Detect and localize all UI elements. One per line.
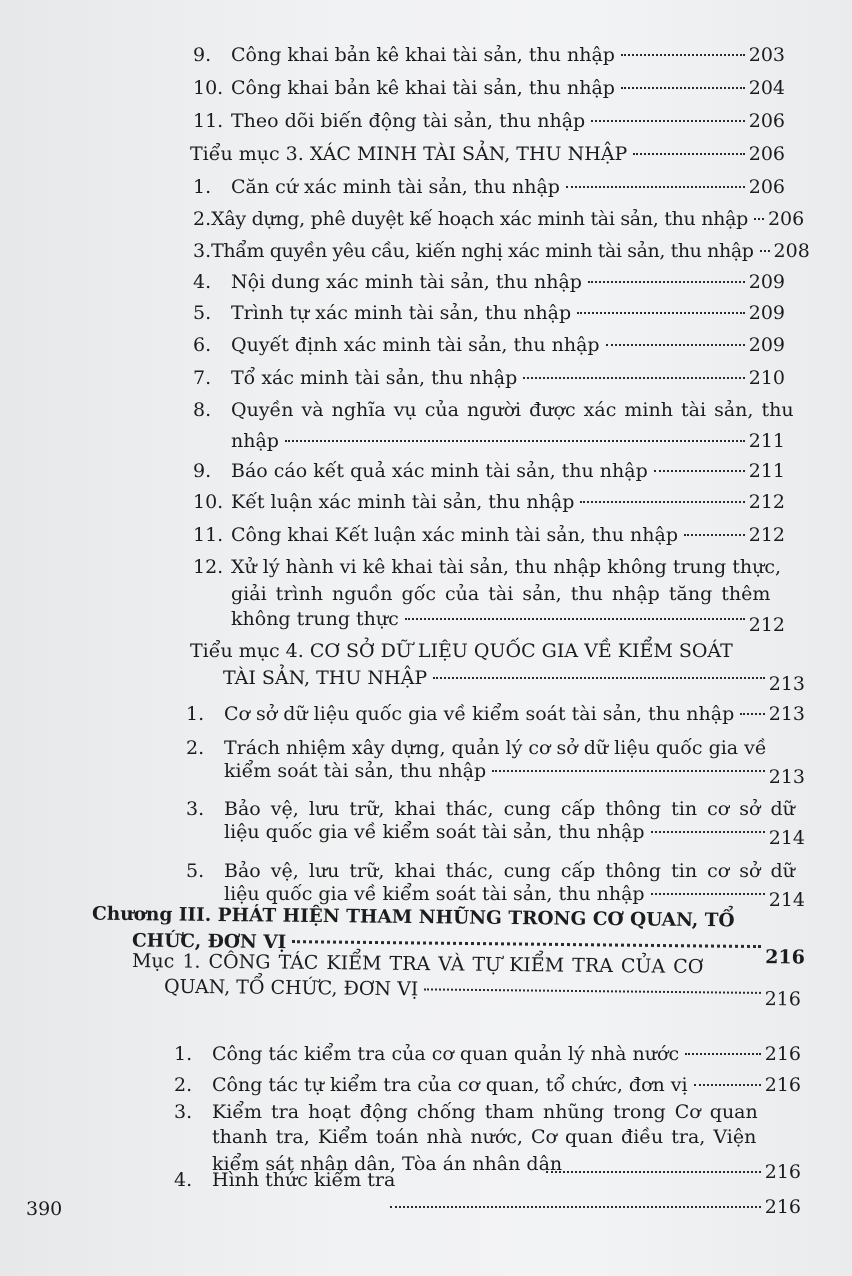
entry-title: Thẩm quyền yêu cầu, kiến nghị xác minh tài sản, thu nhập (211, 240, 754, 262)
entry-page: 216 (764, 1043, 801, 1065)
entry-number: 4. (174, 1169, 193, 1191)
entry-number: 2. (186, 737, 205, 759)
dot-leader (606, 344, 745, 346)
dot-leader (580, 501, 744, 503)
toc-entry (193, 457, 785, 485)
entry-page: 216 (764, 1161, 801, 1183)
entry-page: 208 (773, 240, 810, 262)
entry-title-continued: liệu quốc gia về kiểm soát tài sản, thu nhập (224, 821, 645, 843)
entry-page: 204 (748, 77, 785, 99)
entry-number: 10. (193, 77, 224, 99)
dot-leader (433, 677, 765, 679)
toc-entry (193, 331, 785, 359)
entry-number: 11. (193, 524, 224, 546)
entry-title-continued: QUAN, TỔ CHỨC, ĐƠN VỊ (163, 975, 419, 1001)
entry-title: Báo cáo kết quả xác minh tài sản, thu nhập (231, 460, 648, 482)
entry-title-continued: liệu quốc gia về kiểm soát tài sản, thu nhập (224, 883, 645, 905)
dot-leader (754, 218, 764, 220)
entry-title: Xử lý hành vi kê khai tài sản, thu nhập không trung thực, (231, 556, 782, 578)
dot-leader (390, 1206, 761, 1208)
dot-leader (523, 377, 744, 379)
toc-entry-line (212, 1123, 756, 1151)
entry-page: 206 (748, 110, 785, 132)
toc-entry (174, 1071, 801, 1099)
entry-page: 214 (768, 889, 805, 911)
entry-title: Công tác tự kiểm tra của cơ quan, tổ chức, đơn vị (212, 1074, 688, 1096)
entry-title: Theo dõi biến động tài sản, thu nhập (231, 110, 586, 132)
entry-title: Bảo vệ, lưu trữ, khai thác, cung cấp thông tin cơ sở dữ (224, 798, 795, 820)
entry-title: Mục 1. CÔNG TÁC KIỂM TRA VÀ TỰ KIỂM TRA CỦA CƠ (131, 950, 704, 978)
dot-leader (694, 1084, 761, 1086)
toc-entry-line (193, 553, 781, 581)
entry-title: Chương III. PHÁT HIỆN THAM NHŨNG TRONG CƠ QUAN, TỔ (91, 903, 735, 932)
entry-number: 5. (186, 860, 205, 882)
toc-entry-page-line (540, 1158, 801, 1186)
entry-title: Trách nhiệm xây dựng, quản lý cơ sở dữ liệu quốc gia về (224, 737, 767, 759)
entry-number: 1. (174, 1043, 193, 1065)
dot-leader (577, 312, 745, 314)
page-number: 390 (26, 1198, 63, 1220)
dot-leader (492, 770, 765, 772)
entry-title-continued: thanh tra, Kiểm toán nhà nước, Cơ quan điều tra, Viện (212, 1126, 757, 1148)
dot-leader (292, 940, 761, 948)
entry-page: 206 (748, 176, 785, 198)
toc-entry (193, 237, 810, 265)
dot-leader (591, 120, 745, 122)
toc-section-heading (163, 973, 802, 1011)
dot-leader (651, 893, 765, 895)
entry-title: Xây dựng, phê duyệt kế hoạch xác minh tài sản, thu nhập (211, 208, 748, 230)
entry-number: 6. (193, 334, 212, 356)
dot-leader (685, 1053, 761, 1055)
entry-page: 211 (748, 430, 785, 452)
entry-number: 5. (193, 302, 212, 324)
entry-number: 10. (193, 491, 224, 513)
entry-page: 216 (764, 987, 802, 1011)
dot-leader (633, 153, 744, 155)
entry-number: 11. (193, 110, 224, 132)
dot-leader (546, 1171, 761, 1173)
entry-title: Nội dung xác minh tài sản, thu nhập (231, 271, 582, 293)
toc-entry (224, 757, 805, 788)
toc-entry (193, 205, 805, 233)
toc-entry (193, 488, 785, 516)
entry-page: 206 (767, 208, 805, 230)
dot-leader (405, 618, 745, 620)
entry-title: Quyết định xác minh tài sản, thu nhập (231, 334, 600, 356)
toc-subsection-heading (223, 664, 805, 695)
entry-page: 216 (764, 1074, 801, 1096)
entry-page: 209 (748, 334, 785, 356)
toc-entry (224, 818, 805, 849)
entry-title-continued: TÀI SẢN, THU NHẬP (223, 667, 428, 689)
toc-entry-line (174, 1166, 395, 1194)
entry-number: 2. (193, 208, 212, 230)
entry-title: Kết luận xác minh tài sản, thu nhập (231, 491, 575, 513)
toc-entry-page-line (384, 1193, 801, 1221)
entry-page: 216 (765, 946, 805, 969)
toc-entry-line (174, 1098, 758, 1126)
entry-title: Bảo vệ, lưu trữ, khai thác, cung cấp thông tin cơ sở dữ (224, 860, 795, 882)
entry-page: 209 (748, 302, 785, 324)
entry-number: 4. (193, 271, 212, 293)
entry-title: Công khai bản kê khai tài sản, thu nhập (231, 44, 615, 66)
toc-subsection-heading-line (190, 637, 733, 665)
entry-title-continued: giải trình nguồn gốc của tài sản, thu nhập tăng thêm (231, 583, 771, 605)
entry-title-continued: CHỨC, ĐƠN VỊ (131, 930, 287, 954)
entry-page: 209 (748, 271, 785, 293)
entry-page: 212 (748, 614, 785, 636)
toc-entry-line (231, 580, 770, 608)
toc-entry (193, 41, 785, 69)
entry-page: 211 (748, 460, 785, 482)
toc-entry (193, 74, 785, 102)
entry-title: Kiểm tra hoạt động chống tham nhũng trong Cơ quan (212, 1101, 758, 1123)
entry-title: Hình thức kiểm tra (212, 1169, 396, 1191)
toc-entry-line (193, 396, 794, 424)
dot-leader (566, 186, 745, 188)
entry-title: Căn cứ xác minh tài sản, thu nhập (231, 176, 560, 198)
dot-leader (621, 87, 745, 89)
entry-page: 213 (768, 703, 805, 725)
toc-entry (231, 427, 785, 455)
toc-subsection-heading (190, 140, 785, 168)
entry-title: Công tác kiểm tra của cơ quan quản lý nhà nước (212, 1043, 680, 1065)
toc-entry (193, 107, 785, 135)
dot-leader (684, 534, 745, 536)
entry-page: 206 (748, 143, 785, 165)
entry-number: 2. (174, 1074, 193, 1096)
toc-entry (174, 1040, 801, 1068)
toc-entry (231, 605, 785, 636)
entry-title: Cơ sở dữ liệu quốc gia về kiểm soát tài sản, thu nhập (224, 703, 735, 725)
entry-title: Trình tự xác minh tài sản, thu nhập (231, 302, 572, 324)
entry-page: 213 (768, 766, 805, 788)
entry-page: 212 (748, 524, 785, 546)
entry-number: 3. (174, 1101, 193, 1123)
entry-number: 1. (193, 176, 212, 198)
dot-leader (651, 831, 765, 833)
entry-title-continued: kiểm sát nhân dân, Tòa án nhân dân (212, 1153, 563, 1175)
entry-number: 8. (193, 399, 212, 421)
toc-entry (193, 364, 785, 392)
entry-title: Quyền và nghĩa vụ của người được xác minh tài sản, thu (231, 399, 794, 421)
entry-title: Tổ xác minh tài sản, thu nhập (231, 367, 518, 389)
dot-leader (285, 440, 745, 442)
dot-leader (588, 281, 745, 283)
entry-page: 212 (748, 491, 785, 513)
entry-number: 9. (193, 44, 212, 66)
entry-number: 3. (193, 240, 212, 262)
entry-page: 203 (748, 44, 785, 66)
dot-leader (760, 250, 770, 252)
toc-entry (193, 268, 785, 296)
entry-title: Công khai Kết luận xác minh tài sản, thu nhập (231, 524, 679, 546)
dot-leader (621, 54, 745, 56)
entry-number: 9. (193, 460, 212, 482)
entry-page: 213 (768, 673, 805, 695)
dot-leader (740, 713, 764, 715)
entry-number: 12. (193, 556, 224, 578)
entry-number: 7. (193, 367, 212, 389)
toc-entry (193, 173, 785, 201)
entry-page: 214 (768, 827, 805, 849)
dot-leader (654, 470, 745, 472)
entry-title: Công khai bản kê khai tài sản, thu nhập (231, 77, 615, 99)
entry-page: 216 (764, 1196, 801, 1218)
toc-entry (193, 521, 785, 549)
entry-number: 3. (186, 798, 205, 820)
dot-leader (424, 988, 760, 994)
entry-page: 210 (748, 367, 785, 389)
entry-number: 1. (186, 703, 205, 725)
entry-title: Tiểu mục 4. CƠ SỞ DỮ LIỆU QUỐC GIA VỀ KIỂM SOÁT (190, 640, 733, 662)
entry-title-continued: nhập (231, 430, 279, 452)
entry-title: Tiểu mục 3. XÁC MINH TÀI SẢN, THU NHẬP (190, 143, 628, 165)
toc-entry (193, 299, 785, 327)
toc-entry (186, 700, 805, 728)
entry-title-continued: kiểm soát tài sản, thu nhập (224, 760, 487, 782)
entry-title-continued: không trung thực (231, 608, 399, 630)
